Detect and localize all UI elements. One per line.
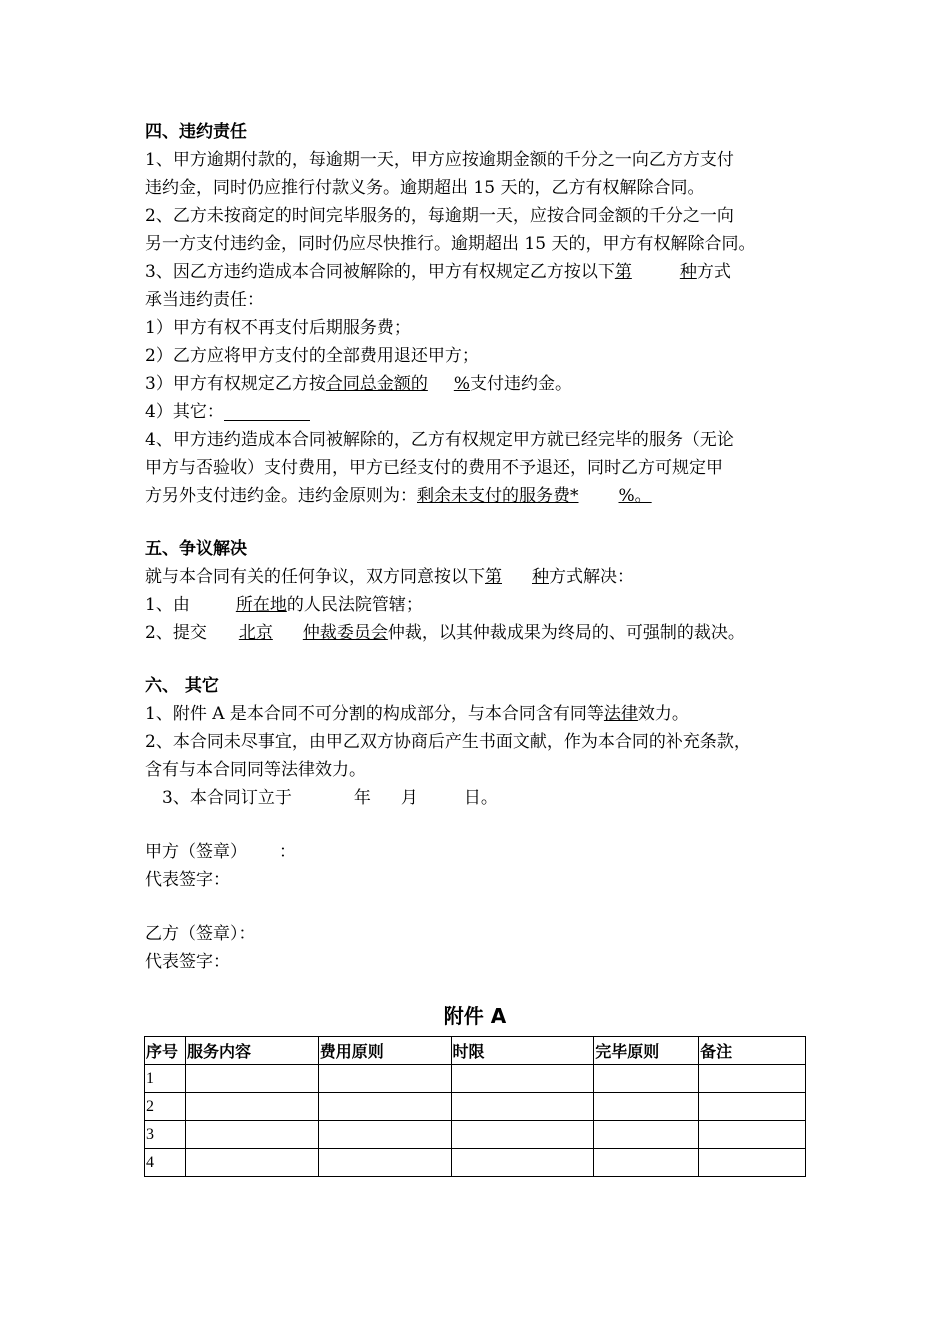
section4-p3-text: 3、因乙方违约造成本合同被解除的，甲方有权规定乙方按以下 [145, 262, 615, 282]
cell[interactable] [318, 1065, 451, 1093]
cell[interactable] [451, 1065, 594, 1093]
section5-intro-tail: 方式解决： [549, 567, 634, 587]
party-a-colon: ： [279, 842, 296, 862]
court-location [190, 595, 287, 615]
choice-suffix: 种 [532, 567, 549, 587]
option-4-label: 4）其它： [145, 402, 224, 422]
cell[interactable] [451, 1093, 594, 1121]
section6-item-3 [145, 784, 825, 812]
section4-p4-line1: 4、甲方违约造成本合同被解除的，乙方有权规定甲方就已经完毕的服务（无论 [145, 430, 734, 450]
section4-p3-choice [615, 262, 697, 282]
section6-item-2-line1: 2、本合同未尽事宜，由甲乙双方协商后产生书面文献，作为本合同的补充条款， [145, 732, 751, 752]
option-4-blank [224, 402, 310, 421]
party-b-representative: 代表签字： [145, 952, 230, 972]
choice-prefix: 第 [485, 567, 502, 587]
arbitration-body [207, 623, 388, 643]
cell[interactable] [318, 1149, 451, 1177]
section4-p4-line3 [145, 482, 825, 510]
option-4 [145, 398, 825, 426]
table-row [145, 1065, 806, 1093]
option-2: 2）乙方应将甲方支付的全部费用退还甲方； [145, 346, 479, 366]
table-row [145, 1121, 806, 1149]
item-1-prefix: 1、由 [145, 595, 190, 615]
section5-intro-text: 就与本合同有关的任何争议，双方同意按以下 [145, 567, 485, 587]
annex-header-row [145, 1037, 806, 1065]
option-1: 1）甲方有权不再支付后期服务费； [145, 318, 411, 338]
item-1-tail: 效力。 [637, 704, 689, 724]
cell[interactable] [185, 1093, 318, 1121]
section4-p4-line2: 甲方与否验收）支付费用，甲方已经支付的费用不予退还，同时乙方可规定甲 [145, 458, 723, 478]
header-completion: 完毕原则 [594, 1037, 699, 1065]
party-a-label: 甲方（签章） [145, 842, 247, 862]
option-3-rate [326, 374, 470, 394]
cell[interactable] [451, 1149, 594, 1177]
day-label: 日。 [463, 788, 498, 808]
section5-heading: 五、争议解决 [145, 539, 247, 559]
cell[interactable] [594, 1065, 699, 1093]
percent-sign: % [453, 374, 470, 394]
party-a-representative: 代表签字： [145, 870, 230, 890]
header-fee: 费用原则 [318, 1037, 451, 1065]
choice-suffix: 种 [679, 262, 697, 282]
cell[interactable] [594, 1121, 699, 1149]
table-row [145, 1093, 806, 1121]
section4-p3-line1 [145, 258, 825, 286]
section5-choice [485, 567, 549, 587]
party-b-seal: 乙方（签章）： [145, 924, 256, 944]
annex-table [144, 1036, 806, 1177]
month-label: 月 [400, 788, 418, 808]
section4-p1-line1: 1、甲方逾期付款的，每逾期一天，甲方应按逾期金额的千分之一向乙方方支付 [145, 150, 734, 170]
section6-heading: 六、 其它 [145, 676, 219, 696]
section4-p3-line2: 承当违约责任： [145, 290, 264, 310]
section5-item-2 [145, 619, 825, 647]
rate-label: 合同总金额的 [325, 374, 428, 394]
cell[interactable] [451, 1121, 594, 1149]
contract-body [145, 118, 825, 976]
option-3-text: 3）甲方有权规定乙方按 [145, 374, 326, 394]
cell[interactable] [594, 1093, 699, 1121]
annex-title: 附件 A [443, 1004, 507, 1028]
cell[interactable] [699, 1093, 806, 1121]
section4-p1-line2: 违约金，同时仍应推行付款义务。逾期超出 15 天的，乙方有权解除合同。 [145, 178, 705, 198]
cell[interactable] [185, 1065, 318, 1093]
cell[interactable] [699, 1149, 806, 1177]
section6-item-1 [145, 700, 825, 728]
row-index: 4 [145, 1149, 186, 1177]
item-2-prefix: 2、提交 [145, 623, 207, 643]
choice-prefix: 第 [614, 262, 632, 282]
arb-commission: 仲裁委员会 [302, 623, 388, 643]
legal-term: 法律 [603, 704, 638, 724]
formula-label: 剩余未支付的服务费* [417, 486, 579, 506]
year-label: 年 [353, 788, 371, 808]
signing-date-label: 3、本合同订立于 [162, 788, 292, 808]
cell[interactable] [185, 1121, 318, 1149]
section4-p2-line2: 另一方支付违约金，同时仍应尽快推行。逾期超出 15 天的，甲方有权解除合同。 [145, 234, 756, 254]
header-notes: 备注 [699, 1037, 806, 1065]
item-2-tail: 仲裁，以其仲裁成果为终局的、可强制的裁决。 [387, 623, 745, 643]
section5-intro [145, 563, 825, 591]
row-index: 1 [145, 1065, 186, 1093]
penalty-formula [417, 486, 666, 506]
row-index: 3 [145, 1121, 186, 1149]
section4-p3-tail: 方式 [696, 262, 731, 282]
cell[interactable] [594, 1149, 699, 1177]
cell[interactable] [318, 1121, 451, 1149]
option-3-tail: 支付违约金。 [469, 374, 572, 394]
cell[interactable] [318, 1093, 451, 1121]
item-1-tail: 的人民法院管辖； [286, 595, 423, 615]
penalty-text: 方另外支付违约金。违约金原则为： [145, 486, 417, 506]
section4-p2-line1: 2、乙方未按商定的时间完毕服务的，每逾期一天，应按合同金额的千分之一向 [145, 206, 734, 226]
formula-percent: %。 [618, 486, 652, 506]
item-1-text: 1、附件 A 是本合同不可分割的构成部分，与本合同含有同等 [145, 704, 604, 724]
arb-city: 北京 [238, 623, 273, 643]
row-index: 2 [145, 1093, 186, 1121]
header-index: 序号 [145, 1037, 186, 1065]
cell[interactable] [699, 1121, 806, 1149]
table-row [145, 1149, 806, 1177]
header-deadline: 时限 [451, 1037, 594, 1065]
section5-item-1 [145, 591, 825, 619]
section6-item-2-line2: 含有与本合同同等法律效力。 [145, 760, 366, 780]
cell[interactable] [699, 1065, 806, 1093]
party-a-seal [145, 838, 825, 866]
section4-heading: 四、违约责任 [145, 122, 247, 142]
location-label: 所在地 [235, 595, 287, 615]
header-service: 服务内容 [185, 1037, 318, 1065]
cell[interactable] [185, 1149, 318, 1177]
option-3 [145, 370, 825, 398]
